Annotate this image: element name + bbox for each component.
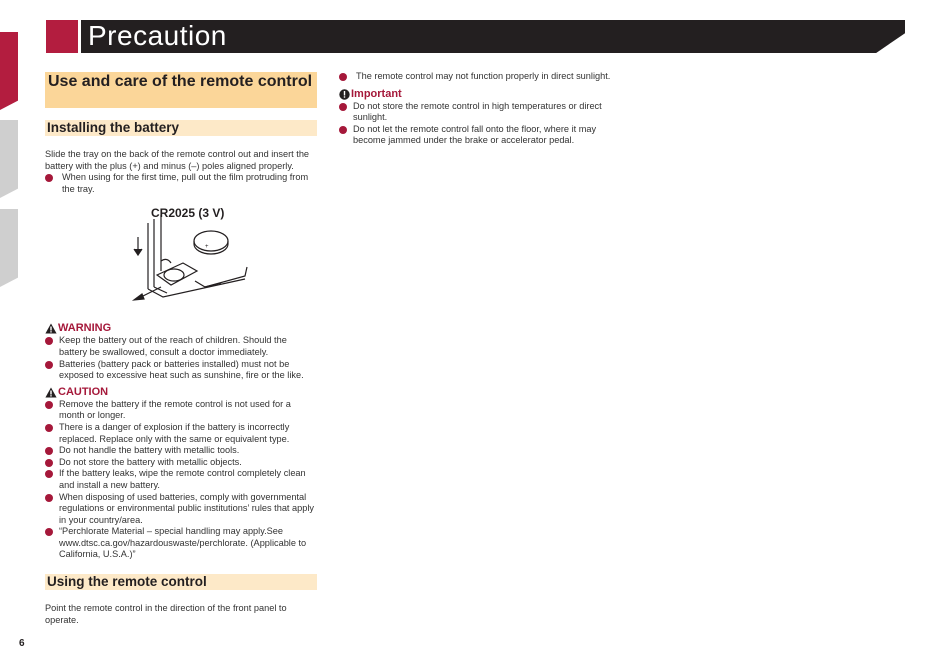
list-item: Keep the battery out of the reach of children. Should the battery be swallowed, consult a doctor immediately. bbox=[45, 335, 317, 358]
list-item: Do not store the battery with metallic objects. bbox=[45, 457, 317, 469]
caution-title: CAUTION bbox=[58, 385, 109, 398]
install-bullets bbox=[45, 172, 317, 195]
right-column bbox=[339, 71, 629, 147]
header-accent-block bbox=[46, 20, 78, 53]
list-item: There is a danger of explosion if the battery is incorrectly replaced. Replace only with the same or equivalent type. bbox=[45, 422, 317, 445]
using-remote-text: Point the remote control in the direction of the front panel to operate. bbox=[45, 603, 287, 625]
important-icon bbox=[339, 89, 350, 100]
battery-label: CR2025 (3 V) bbox=[151, 206, 225, 221]
left-column bbox=[45, 72, 317, 626]
sunlight-note-list bbox=[339, 71, 629, 83]
page-title: Precaution bbox=[88, 20, 227, 51]
caution-heading bbox=[45, 386, 317, 399]
caution-triangle-icon bbox=[45, 387, 57, 398]
list-item: When using for the first time, pull out the film protruding from the tray. bbox=[45, 172, 317, 195]
list-item: Do not store the remote control in high temperatures or direct sunlight. bbox=[339, 101, 629, 124]
warning-triangle-icon bbox=[45, 323, 57, 334]
list-item: If the battery leaks, wipe the remote control completely clean and install a new battery. bbox=[45, 468, 317, 491]
remote-tray-drawing bbox=[45, 201, 317, 311]
list-item: Do not let the remote control fall onto the floor, where it may become jammed under the brake or accelerator pedal. bbox=[339, 124, 629, 147]
side-tab-active bbox=[0, 32, 18, 110]
list-item: “Perchlorate Material – special handling may apply.See www.dtsc.ca.gov/hazardouswaste/perchlorate. (Applicable to California, U.S.A.)” bbox=[45, 526, 317, 561]
installing-battery-heading: Installing the battery bbox=[45, 120, 317, 136]
list-item: When disposing of used batteries, comply with governmental regulations or environmental public institutions’ rules that apply in your country/area. bbox=[45, 492, 317, 527]
side-tab bbox=[0, 120, 18, 198]
list-item: The remote control may not function properly in direct sunlight. bbox=[339, 71, 629, 83]
page-number: 6 bbox=[19, 638, 25, 649]
install-text: Slide the tray on the back of the remote control out and insert the battery with the plus (+) and minus (–) poles aligned properly. bbox=[45, 149, 310, 171]
warning-title: WARNING bbox=[58, 322, 112, 335]
battery-illustration bbox=[45, 201, 317, 311]
section-heading: Use and care of the remote control bbox=[45, 72, 317, 108]
list-item: Remove the battery if the remote control is not used for a month or longer. bbox=[45, 399, 317, 422]
important-title: Important bbox=[351, 87, 402, 100]
warning-list bbox=[45, 335, 317, 381]
svg-text:+: + bbox=[205, 244, 209, 251]
list-item: Batteries (battery pack or batteries installed) must not be exposed to excessive heat such as sunshine, fire or the like. bbox=[45, 359, 317, 382]
list-item: Do not handle the battery with metallic tools. bbox=[45, 445, 317, 457]
important-heading bbox=[339, 88, 629, 101]
using-remote-heading: Using the remote control bbox=[45, 574, 317, 590]
warning-heading bbox=[45, 322, 317, 335]
side-tab bbox=[0, 209, 18, 287]
important-list bbox=[339, 101, 629, 147]
caution-list bbox=[45, 399, 317, 561]
